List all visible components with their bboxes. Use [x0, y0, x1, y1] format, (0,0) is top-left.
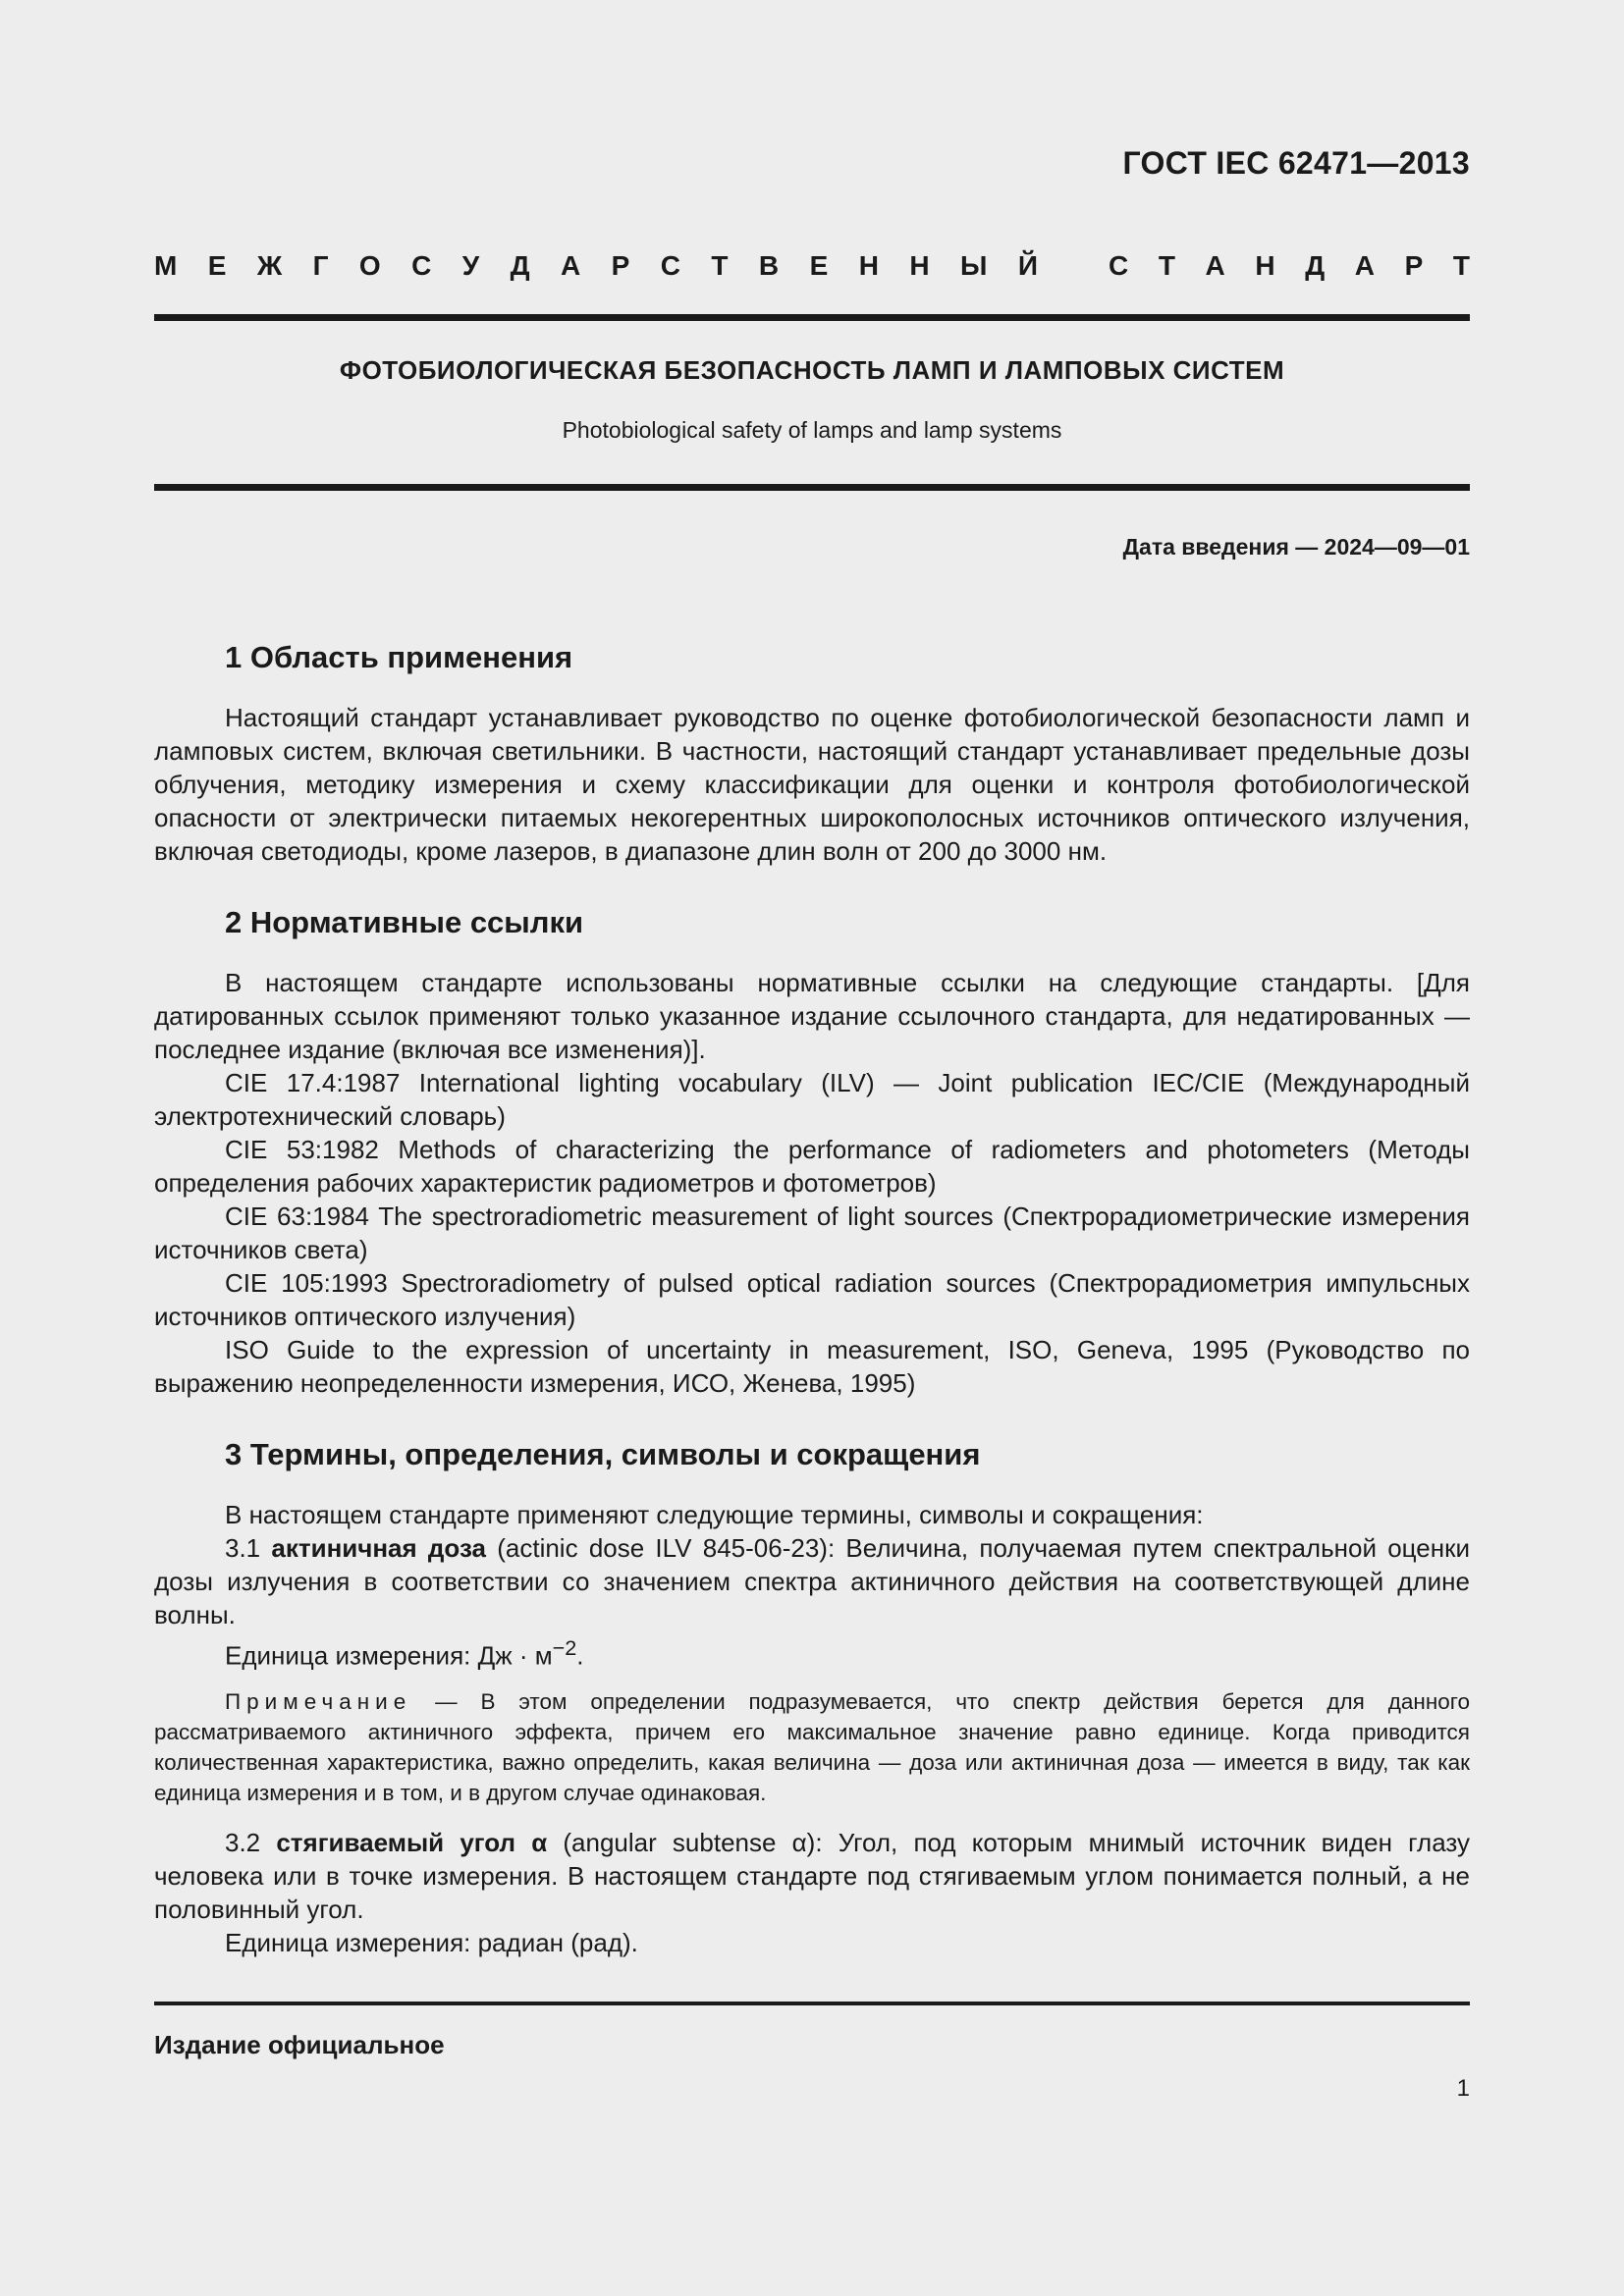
- official-edition-label: Издание официальное: [154, 2030, 445, 2059]
- banner-letter: Р: [611, 250, 630, 281]
- document-body: [154, 638, 1470, 1995]
- banner-letter: А: [560, 250, 581, 281]
- term-unit: [154, 1631, 1470, 1673]
- term-definition: [154, 1826, 1470, 1926]
- banner-letter: Т: [711, 250, 729, 281]
- banner-letter: А: [1354, 250, 1375, 281]
- paragraph: Настоящий стандарт устанавливает руководство по оценке фотобиологической безопасности ламп и ламповых систем, включая светильники. В частности, настоящий стандарт устанавливает предельные дозы облучения, методику измерения и схему классификации для оценки и контроля фотобиологической опасности от электрически питаемых некогерентных широкополосных источников оптического излучения, включая светодиоды, кроме лазеров, в диапазоне длин волн от 200 до 3000 нм.: [154, 703, 1470, 866]
- term-unit: Единица измерения: радиан (рад).: [225, 1927, 638, 1957]
- reference-item: CIE 105:1993 Spectroradiometry of pulsed optical radiation sources (Спектрорадиометрия импульсных источников оптического излучения): [154, 1268, 1470, 1331]
- introduction-date: Дата введения — 2024—09—01: [1122, 534, 1470, 560]
- term-definition: [154, 1531, 1470, 1631]
- title-english: Photobiological safety of lamps and lamp systems: [562, 417, 1062, 443]
- paragraph: В настоящем стандарте применяют следующие термины, символы и сокращения:: [225, 1500, 1204, 1529]
- document-number: ГОСТ IEC 62471—2013: [1122, 145, 1470, 181]
- title-divider: [154, 484, 1470, 491]
- section-heading: 1 Область применения: [225, 640, 573, 674]
- banner-letter: Е: [809, 250, 829, 281]
- term-text: (actinic dose ILV 845-06-23): Величина, получаемая путем спектральной оценки дозы излучения в соответствии со значением спектра актиничного действия на соответствующей длине волны.: [154, 1533, 1470, 1629]
- banner-letter: Р: [1404, 250, 1424, 281]
- banner-letter: С: [411, 250, 432, 281]
- banner-letter: Е: [207, 250, 227, 281]
- note-text: — В этом определении подразумевается, что спектр действия берется для данного рассматриваемого актиничного эффекта, причем его максимальное значение равно единице. Когда приводится количественная характеристика, важно определить, какая величина — доза или актиничная доза — имеется в виду, так как единица измерения и в том, и в другом случае одинаковая.: [154, 1688, 1470, 1805]
- section-scope: [154, 638, 1470, 868]
- banner-word-interstate: [154, 250, 1038, 282]
- unit-suffix: .: [576, 1640, 584, 1671]
- term-name: стягиваемый угол α: [276, 1827, 548, 1857]
- note: [154, 1686, 1470, 1808]
- footer-divider: [154, 2002, 1470, 2005]
- banner-letter: У: [461, 250, 480, 281]
- reference-item: ISO Guide to the expression of uncertainty in measurement, ISO, Geneva, 1995 (Руководство по выражению неопределенности измерения, ИСО, Женева, 1995): [154, 1335, 1470, 1398]
- banner-letter: Д: [510, 250, 530, 281]
- document-page: [154, 0, 1470, 2296]
- section-normative-references: [154, 903, 1470, 1400]
- reference-item: CIE 63:1984 The spectroradiometric measurement of light sources (Спектрорадиометрические измерения источников света): [154, 1201, 1470, 1264]
- banner-letter: Й: [1017, 250, 1038, 281]
- section-heading: 2 Нормативные ссылки: [225, 905, 584, 939]
- interstate-standard-banner: [154, 250, 1470, 282]
- unit-text: Единица измерения: Дж · м: [225, 1640, 553, 1671]
- term-text: (angular subtense α): Угол, под которым мнимый источник виден глазу человека или в точке измерения. В настоящем стандарте под стягиваемым углом понимается полный, а не половинный угол.: [154, 1827, 1470, 1924]
- banner-letter: Ж: [256, 250, 283, 281]
- section-heading: 3 Термины, определения, символы и сокращения: [225, 1437, 981, 1471]
- banner-letter: С: [1109, 250, 1129, 281]
- banner-letter: М: [154, 250, 178, 281]
- term-name: актиничная доза: [271, 1533, 486, 1563]
- banner-letter: В: [758, 250, 780, 281]
- reference-item: CIE 17.4:1987 International lighting vocabulary (ILV) — Joint publication IEC/CIE (Международный электротехнический словарь): [154, 1068, 1470, 1131]
- banner-letter: Н: [1255, 250, 1275, 281]
- unit-exponent: −2: [552, 1635, 577, 1660]
- reference-item: CIE 53:1982 Methods of characterizing the performance of radiometers and photometers (Методы определения рабочих характеристик радиометров и фотометров): [154, 1135, 1470, 1198]
- section-terms: [154, 1435, 1470, 1959]
- banner-letter: А: [1205, 250, 1225, 281]
- banner-letter: С: [660, 250, 680, 281]
- banner-letter: Г: [312, 250, 329, 281]
- paragraph: В настоящем стандарте использованы нормативные ссылки на следующие стандарты. [Для датированных ссылок применяют только указанное издание ссылочного стандарта, для недатированных — последнее издание (включая все изменения)].: [154, 968, 1470, 1064]
- note-label: Примечание: [225, 1688, 412, 1714]
- banner-letter: О: [358, 250, 381, 281]
- term-number: 3.2: [225, 1827, 277, 1857]
- banner-letter: Н: [858, 250, 879, 281]
- page-number: 1: [1456, 2075, 1470, 2102]
- banner-letter: Ы: [960, 250, 988, 281]
- banner-letter: Т: [1158, 250, 1175, 281]
- banner-letter: Д: [1305, 250, 1326, 281]
- term-number: 3.1: [225, 1533, 272, 1563]
- banner-letter: Т: [1452, 250, 1470, 281]
- title-russian: ФОТОБИОЛОГИЧЕСКАЯ БЕЗОПАСНОСТЬ ЛАМП И ЛАМПОВЫХ СИСТЕМ: [339, 355, 1285, 385]
- banner-letter: Н: [909, 250, 930, 281]
- top-divider: [154, 314, 1470, 321]
- banner-word-standard: [1109, 250, 1470, 282]
